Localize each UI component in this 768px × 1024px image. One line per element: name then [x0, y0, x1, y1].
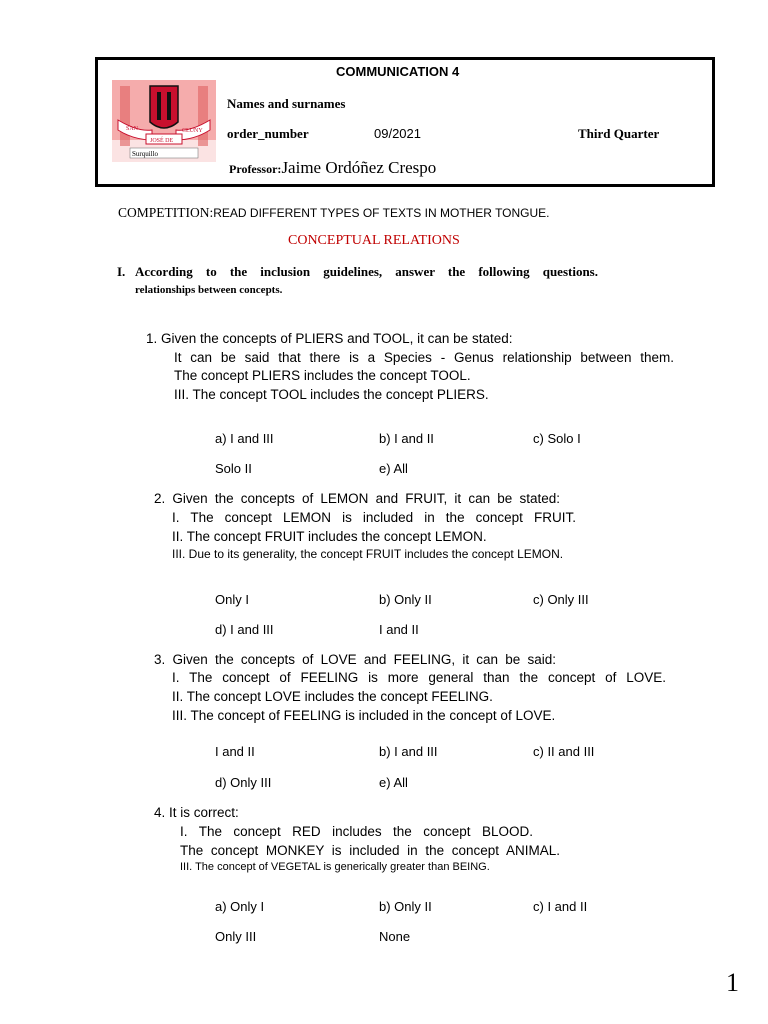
- instruction-number: I.: [117, 264, 126, 279]
- question-3-statement-2: II. The concept LOVE includes the concept FEELING.: [172, 689, 493, 704]
- question-3-option-e: e) All: [379, 775, 408, 790]
- question-1-statement-2: The concept PLIERS includes the concept TOOL.: [174, 368, 471, 383]
- question-1-option-c: c) Solo I: [533, 431, 581, 446]
- question-4-option-a: a) Only I: [215, 899, 265, 914]
- question-1-option-a: a) I and III: [215, 431, 274, 446]
- order-number-value: 09/2021: [374, 126, 421, 141]
- question-2-option-d: d) I and III: [215, 622, 274, 637]
- question-2-option-c: c) Only III: [533, 592, 589, 607]
- question-3-option-c: c) II and III: [533, 744, 595, 759]
- question-3-option-b: b) I and III: [379, 744, 438, 759]
- question-3-stem: 3. Given the concepts of LOVE and FEELING, it can be said:: [154, 652, 556, 667]
- question-4-option-d: Only III: [215, 929, 257, 944]
- section-title: CONCEPTUAL RELATIONS: [288, 233, 460, 248]
- competition-line: [118, 204, 550, 222]
- order-number-label: order_number: [227, 126, 309, 141]
- question-4-option-c: c) I and II: [533, 899, 588, 914]
- question-2-stem: 2. Given the concepts of LEMON and FRUIT, it can be stated:: [154, 491, 560, 506]
- professor-line: [229, 158, 436, 178]
- question-2-option-a: Only I: [215, 592, 249, 607]
- question-1-option-b: b) I and II: [379, 431, 434, 446]
- logo-text-right: CLUNY: [182, 128, 203, 134]
- professor-name: Jaime Ordóñez Crespo: [281, 158, 437, 177]
- names-label: Names and surnames: [227, 96, 346, 111]
- question-2-statement-2: II. The concept FRUIT includes the concept LEMON.: [172, 529, 487, 544]
- question-4-statement-3: III. The concept of VEGETAL is generically greater than BEING.: [180, 861, 490, 873]
- quarter-label: Third Quarter: [578, 126, 660, 141]
- question-4-statement-2: The concept MONKEY is included in the concept ANIMAL.: [180, 843, 560, 858]
- professor-label: Professor:: [229, 162, 282, 176]
- question-1-option-d: Solo II: [215, 461, 252, 476]
- question-2-option-e: I and II: [379, 622, 419, 637]
- question-4-statement-1: I. The concept RED includes the concept BLOOD.: [180, 824, 533, 839]
- question-3-option-a: I and II: [215, 744, 255, 759]
- question-1-option-e: e) All: [379, 461, 408, 476]
- question-1-stem: 1. Given the concepts of PLIERS and TOOL, it can be stated:: [146, 331, 513, 346]
- question-4-stem: 4. It is correct:: [154, 805, 239, 820]
- question-2-statement-3: III. Due to its generality, the concept FRUIT includes the concept LEMON.: [172, 547, 564, 561]
- logo-text-left: SAN: [126, 126, 139, 132]
- question-2-option-b: b) Only II: [379, 592, 432, 607]
- question-2-statement-1: I. The concept LEMON is included in the concept FRUIT.: [172, 510, 576, 525]
- question-1-statement-1: It can be said that there is a Species - Genus relationship between them.: [174, 350, 674, 365]
- question-1-statement-3: III. The concept TOOL includes the concept PLIERS.: [174, 387, 489, 402]
- question-4-option-b: b) Only II: [379, 899, 432, 914]
- page-number: 1: [726, 968, 739, 997]
- competition-label: COMPETITION:: [118, 205, 214, 220]
- competition-text: READ DIFFERENT TYPES OF TEXTS IN MOTHER TONGUE.: [213, 206, 550, 220]
- logo-text-center: JOSÉ DE: [150, 138, 174, 144]
- instruction-subtext: relationships between concepts.: [135, 284, 283, 296]
- question-3-statement-3: III. The concept of FEELING is included in the concept of LOVE.: [172, 708, 556, 723]
- question-3-option-d: d) Only III: [215, 775, 272, 790]
- instruction-text: According to the inclusion guidelines, answer the following questions.: [135, 264, 598, 279]
- question-3-statement-1: I. The concept of FEELING is more general than the concept of LOVE.: [172, 670, 666, 685]
- course-title: COMMUNICATION 4: [336, 64, 460, 79]
- logo-caption: Surquillo: [132, 150, 159, 158]
- question-4-option-e: None: [379, 929, 411, 944]
- school-logo: [112, 80, 216, 162]
